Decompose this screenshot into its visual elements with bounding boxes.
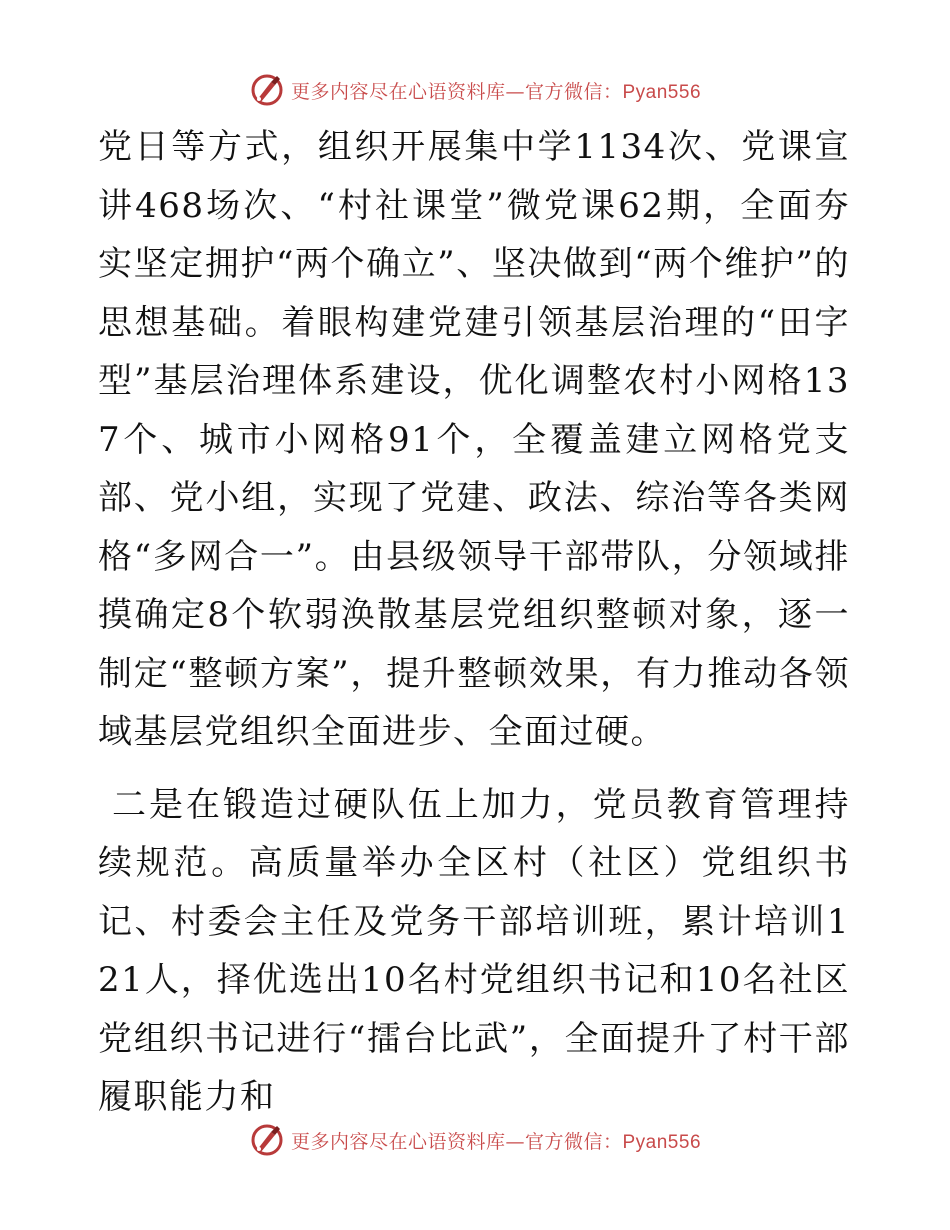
paragraph-1: 党日等方式，组织开展集中学1134次、党课宣讲468场次、“村社课堂”微党课62期，全面夯实坚定拥护“两个确立”、坚决做到“两个维护”的思想基础。着眼构建党建引领基层治理的“田字型”基层治理体系建设，优化调整农村小网格137个、城市小网格91个，全覆盖建立网格党支部、党小组，实现了党建、政法、综治等各类网格“多网合一”。由县级领导干部带队，分领域排摸确定8个软弱涣散基层党组织整顿对象，逐一制定“整顿方案”，提升整顿效果，有力推动各领域基层党组织全面进步、全面过硬。 xyxy=(98,127,850,752)
header-watermark xyxy=(0,70,950,110)
paragraph-2: 二是在锻造过硬队伍上加力，党员教育管理持续规范。高质量举办全区村（社区）党组织书记、村委会主任及党务干部培训班，累计培训121人，择优选出10名村党组织书记和10名社区党组织书记进行“擂台比武”，全面提升了村干部履职能力和 xyxy=(98,784,850,1117)
watermark-text: 更多内容尽在心语资料库—官方微信：Pyan556 xyxy=(290,1130,702,1153)
pen-logo-icon xyxy=(249,1122,285,1158)
pen-logo-icon xyxy=(249,72,285,108)
footer-watermark xyxy=(0,1120,950,1160)
watermark-text: 更多内容尽在心语资料库—官方微信：Pyan556 xyxy=(290,80,702,103)
document-body xyxy=(98,118,850,1127)
